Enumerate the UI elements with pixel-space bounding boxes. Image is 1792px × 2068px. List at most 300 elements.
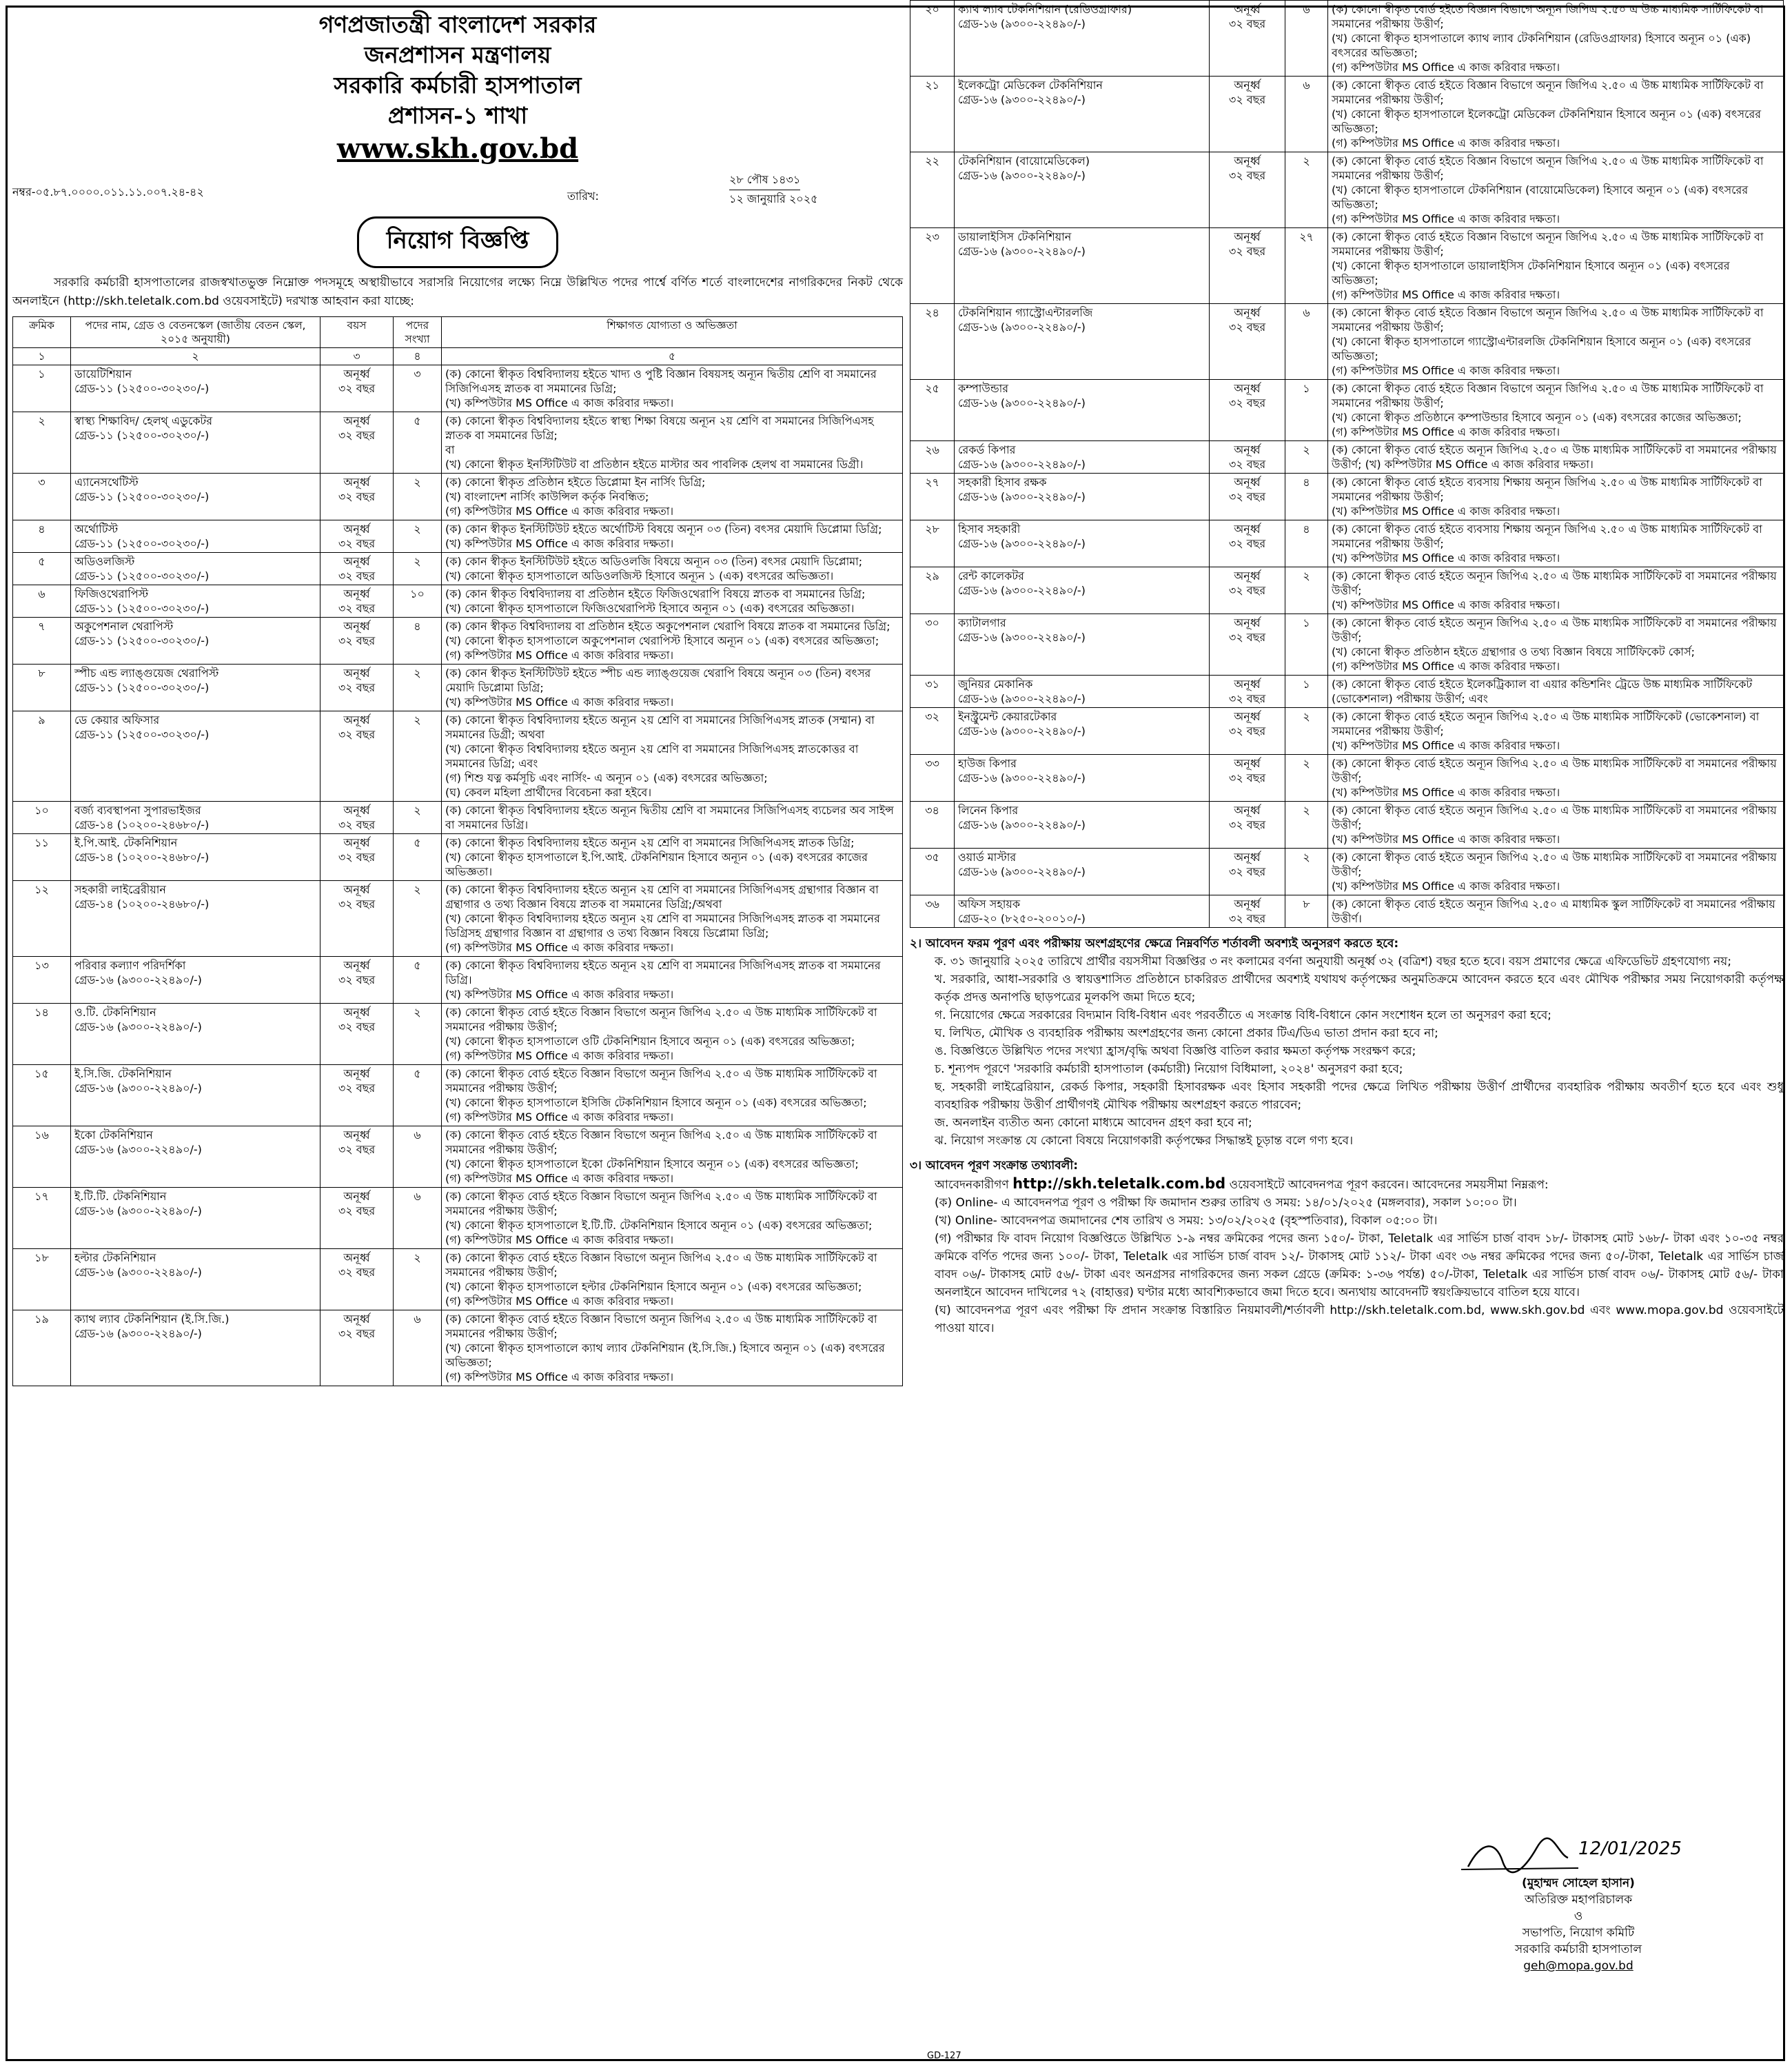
post-grade: গ্রেড-১৬ (৯৩০০-২২৪৯০/-) bbox=[74, 1020, 202, 1033]
cell-sl: ৩৬ bbox=[910, 895, 955, 928]
qualification-line: (গ) কম্পিউটার MS Office এ কাজ করিবার দক্ষতা। bbox=[445, 1233, 674, 1246]
post-name: অফিস সহায়ক bbox=[958, 898, 1021, 911]
table-row bbox=[910, 567, 1784, 614]
post-grade: গ্রেড-১৬ (৯৩০০-২২৪৯০/-) bbox=[958, 818, 1086, 831]
cell-sl: ২০ bbox=[910, 1, 955, 77]
qualification-line: (গ) কম্পিউটার MS Office এ কাজ করিবার দক্ষতা। bbox=[445, 941, 674, 954]
signatory-title-1: অতিরিক্ত মহাপরিচালক bbox=[1524, 1893, 1633, 1907]
cell-post bbox=[955, 228, 1210, 304]
cell-post bbox=[955, 520, 1210, 567]
age-line-2: ৩২ বছর bbox=[338, 429, 376, 442]
cell-qualification bbox=[442, 1310, 903, 1386]
age-line-2: ৩২ বছর bbox=[1228, 912, 1266, 925]
qualification-line: (ক) কোনো স্বীকৃত বোর্ড হইতে বিজ্ঞান বিভাগে অন্যূন জিপিএ ২.৫০ এ উচ্চ মাধ্যমিক সার্টিফিকেট বা সমমানের পরীক্ষায় উত্তীর্ণ; bbox=[1332, 154, 1764, 182]
age-line-2: ৩২ বছর bbox=[1228, 865, 1266, 878]
cell-post bbox=[71, 957, 320, 1004]
age-line-1: অনূর্ধ্ব bbox=[1234, 678, 1261, 691]
memo-number: নম্বর-০৫.৮৭.০০০০.০১১.১১.০০৭.২৪-৪২ bbox=[12, 185, 204, 199]
cell-count: ১ bbox=[1285, 676, 1328, 708]
post-grade: গ্রেড-১৬ (৯৩০০-২২৪৯০/-) bbox=[958, 631, 1086, 644]
cell-post bbox=[71, 1188, 320, 1249]
cell-age bbox=[1210, 152, 1285, 228]
table-row bbox=[910, 849, 1784, 895]
table-row bbox=[13, 585, 903, 618]
qualification-line: (গ) কম্পিউটার MS Office এ কাজ করিবার দক্ষতা। bbox=[1332, 61, 1560, 74]
cell-post bbox=[71, 1249, 320, 1310]
signatory-name: (মুহাম্মদ সোহেল হাসান) bbox=[1522, 1876, 1635, 1890]
cell-count: ২ bbox=[394, 553, 442, 585]
list-item: ঘ. লিখিত, মৌখিক ও ব্যবহারিক পরীক্ষায় অংশগ্রহণের জন্য কোনো প্রকার টিএ/ডিএ ভাতা প্রদান করা হবে না; bbox=[935, 1026, 1438, 1040]
post-grade: গ্রেড-১৬ (৯৩০০-২২৪৯০/-) bbox=[958, 584, 1086, 597]
table-row bbox=[910, 520, 1784, 567]
cell-sl: ৭ bbox=[13, 618, 71, 665]
post-grade: গ্রেড-১৬ (৯৩০০-২২৪৯০/-) bbox=[74, 1082, 202, 1095]
age-line-1: অনূর্ধ্ব bbox=[1234, 79, 1261, 92]
table-column-number-row bbox=[13, 348, 903, 365]
cell-post bbox=[71, 365, 320, 412]
cell-age bbox=[1210, 614, 1285, 676]
post-grade: গ্রেড-১৪ (১০২০০-২৪৬৮০/-) bbox=[74, 851, 210, 864]
cell-count: ২ bbox=[394, 520, 442, 553]
cell-count: ২ bbox=[1285, 849, 1328, 895]
memo-line bbox=[12, 167, 903, 216]
signatory-email[interactable]: geh@mopa.gov.bd bbox=[1523, 1959, 1633, 1973]
cell-sl: ২৭ bbox=[910, 474, 955, 520]
cell-post bbox=[955, 380, 1210, 441]
qualification-line: (খ) কোনো স্বীকৃত হাসপাতালে ক্যাথ ল্যাব টেকনিশিয়ান (রেডিওগ্রাফার) হিসাবে অন্যূন ০১ (এক) বৎসরের অভিজ্ঞতা; bbox=[1332, 32, 1751, 59]
post-grade: গ্রেড-১৬ (৯৩০০-২২৪৯০/-) bbox=[958, 17, 1086, 30]
table-row bbox=[13, 1065, 903, 1126]
table-row bbox=[910, 676, 1784, 708]
right-column bbox=[910, 0, 1784, 1337]
qualification-line: (গ) কম্পিউটার MS Office এ কাজ করিবার দক্ষতা। bbox=[445, 505, 674, 518]
qualification-line: (গ) কম্পিউটার MS Office এ কাজ করিবার দক্ষতা। bbox=[1332, 288, 1560, 301]
post-name: এ্যানেসথেটিস্ট bbox=[74, 476, 139, 489]
cell-sl: ৯ bbox=[13, 711, 71, 802]
age-line-2: ৩২ বছর bbox=[338, 1204, 376, 1217]
age-line-1: অনূর্ধ্ব bbox=[343, 667, 370, 680]
cell-post bbox=[71, 520, 320, 553]
cell-age bbox=[320, 957, 394, 1004]
age-line-1: অনূর্ধ্ব bbox=[1234, 616, 1261, 629]
qualification-line: (ক) কোনো স্বীকৃত বোর্ড হইতে অন্যূন জিপিএ ২.৫০ এ উচ্চ মাধ্যমিক সার্টিফিকেট বা সমমানের পরীক্ষায় উত্তীর্ণ; bbox=[1332, 616, 1777, 644]
qualification-line: (ক) কোনো স্বীকৃত বোর্ড হইতে বিজ্ঞান বিভাগে অন্যূন জিপিএ ২.৫০ এ উচ্চ মাধ্যমিক সার্টিফিকেট বা সমমানের পরীক্ষায় উত্তীর্ণ; bbox=[1332, 306, 1764, 334]
post-name: রেন্ট কালেকটর bbox=[958, 569, 1024, 582]
table-row bbox=[910, 380, 1784, 441]
post-name: ইনস্ট্রুমেন্ট কেয়ারটেকার bbox=[958, 710, 1057, 723]
qualification-line: (খ) কম্পিউটার MS Office এ কাজ করিবার দক্ষতা। bbox=[1332, 739, 1560, 752]
post-name: স্পীচ এন্ড ল্যাঙ্গুয়েজ থেরাপিস্ট bbox=[74, 667, 219, 680]
cell-post bbox=[71, 711, 320, 802]
post-name: ফিজিওথেরাপিস্ট bbox=[74, 587, 149, 600]
cell-post bbox=[955, 708, 1210, 755]
cell-age bbox=[320, 1249, 394, 1310]
col-number: ৩ bbox=[320, 348, 394, 365]
post-name: ই.সি.জি. টেকনিশিয়ান bbox=[74, 1067, 172, 1080]
qualification-line: (খ) কম্পিউটার MS Office এ কাজ করিবার দক্ষতা। bbox=[1332, 598, 1560, 611]
cell-sl: ৪ bbox=[13, 520, 71, 553]
cell-count: ৬ bbox=[1285, 304, 1328, 380]
post-grade: গ্রেড-১৬ (৯৩০০-২২৪৯০/-) bbox=[958, 93, 1086, 106]
age-line-2: ৩২ বছর bbox=[338, 898, 376, 911]
qualification-line: (খ) কোনো স্বীকৃত বিশ্ববিদ্যালয় হইতে অন্যূন ২য় শ্রেণি বা সমমানের সিজিপিএসহ স্নাতকোত্তর বা সমমানের ডিগ্রি; এবং bbox=[445, 742, 859, 770]
qualification-line: (ক) কোনো স্বীকৃত বিশ্ববিদ্যালয় হইতে খাদ্য ও পুষ্টি বিজ্ঞান বিষয়সহ অন্যূন দ্বিতীয় শ্রেণি বা সমমানের সিজিপিএসহ স্নাতক বা সমমানের ডিগ্রি; bbox=[445, 367, 877, 395]
cell-age bbox=[1210, 304, 1285, 380]
cell-post bbox=[71, 474, 320, 520]
cell-post bbox=[71, 553, 320, 585]
cell-post bbox=[71, 834, 320, 881]
qualification-line: (গ) কম্পিউটার MS Office এ কাজ করিবার দক্ষতা। bbox=[1332, 136, 1560, 150]
qualification-line: (গ) কম্পিউটার MS Office এ কাজ করিবার দক্ষতা। bbox=[445, 1111, 674, 1124]
post-name: হল্টার টেকনিশিয়ান bbox=[74, 1251, 156, 1264]
age-line-2: ৩২ বছর bbox=[1228, 818, 1266, 831]
table-row bbox=[13, 1249, 903, 1310]
cell-qualification bbox=[1328, 676, 1784, 708]
cell-age bbox=[1210, 895, 1285, 928]
application-lead bbox=[910, 1175, 1784, 1194]
cell-qualification bbox=[1328, 77, 1784, 152]
cell-sl: ২৫ bbox=[910, 380, 955, 441]
age-line-2: ৩২ বছর bbox=[1228, 321, 1266, 334]
cell-post bbox=[71, 1004, 320, 1065]
qualification-line: (ক) কোনো স্বীকৃত বোর্ড হইতে ব্যবসায় শিক্ষায় অন্যূন জিপিএ ২.৫০ এ উচ্চ মাধ্যমিক সার্টিফিকেট বা সমমানের পরীক্ষায় উত্তীর্ণ; bbox=[1332, 523, 1762, 550]
cell-count: ২ bbox=[394, 1004, 442, 1065]
cell-count: ২৭ bbox=[1285, 228, 1328, 304]
cell-sl: ৩৫ bbox=[910, 849, 955, 895]
col-number: ৫ bbox=[442, 348, 903, 365]
cell-post bbox=[955, 152, 1210, 228]
notice-title-text: নিয়োগ বিজ্ঞপ্তি bbox=[357, 216, 559, 268]
cell-age bbox=[320, 834, 394, 881]
date-english: ১২ জানুয়ারি ২০২৫ bbox=[729, 192, 818, 205]
qualification-line: (ক) কোনো স্বীকৃত বিশ্ববিদ্যালয় হইতে অন্যূন ২য় শ্রেণি বা সমমানের সিজিপিএসহ স্নাতক (সম্মান) বা সমমানের ডিগ্রী; অথবা bbox=[445, 713, 875, 741]
qualification-line: (ক) কোনো স্বীকৃত বিশ্ববিদ্যালয় হইতে অন্যূন ২য় শ্রেণি বা সমমানের সিজিপিএসহ স্নাতক ডিগ্রি; bbox=[445, 836, 855, 849]
age-line-1: অনূর্ধ্ব bbox=[1234, 443, 1261, 456]
section-application-info bbox=[910, 1157, 1784, 1337]
post-grade: গ্রেড-১৬ (৯৩০০-২২৪৯০/-) bbox=[958, 169, 1086, 182]
age-line-2: ৩২ বছর bbox=[338, 973, 376, 986]
age-line-2: ৩২ বছর bbox=[1228, 692, 1266, 705]
qualification-line: (খ) কম্পিউটার MS Office এ কাজ করিবার দক্ষতা। bbox=[1332, 551, 1560, 565]
age-line-1: অনূর্ধ্ব bbox=[343, 476, 370, 489]
age-line-2: ৩২ বছর bbox=[1228, 245, 1266, 258]
header-count: পদের সংখ্যা bbox=[394, 317, 442, 348]
cell-post bbox=[955, 802, 1210, 849]
signature-date: 12/01/2025 bbox=[1578, 1838, 1682, 1859]
age-line-2: ৩২ বছর bbox=[338, 382, 376, 395]
post-grade: গ্রেড-১৪ (১০২০০-২৪৬৮০/-) bbox=[74, 898, 210, 911]
cell-qualification bbox=[1328, 441, 1784, 474]
cell-count: ২ bbox=[1285, 708, 1328, 755]
age-line-2: ৩২ বছর bbox=[338, 818, 376, 831]
table-row bbox=[910, 441, 1784, 474]
cell-count: ২ bbox=[394, 802, 442, 834]
table-row bbox=[13, 618, 903, 665]
cell-qualification bbox=[442, 1188, 903, 1249]
age-line-1: অনূর্ধ্ব bbox=[1234, 804, 1261, 817]
qualification-line: (গ) কম্পিউটার MS Office এ কাজ করিবার দক্ষতা। bbox=[445, 1370, 674, 1383]
list-item: ঙ. বিজ্ঞপ্তিতে উল্লিখিত পদের সংখ্যা হ্রাস/বৃদ্ধি অথবা বিজ্ঞপ্তি বাতিল করার ক্ষমতা কর্তৃপক্ষ সংরক্ষণ করে; bbox=[935, 1044, 1416, 1058]
cell-qualification bbox=[1328, 228, 1784, 304]
table-row bbox=[910, 614, 1784, 676]
cell-age bbox=[1210, 849, 1285, 895]
age-line-1: অনূর্ধ্ব bbox=[1234, 154, 1261, 168]
post-grade: গ্রেড-১৬ (৯৩০০-২২৪৯০/-) bbox=[958, 458, 1086, 471]
age-line-1: অনূর্ধ্ব bbox=[343, 1251, 370, 1264]
qualification-line: (খ) কোনো স্বীকৃত হাসপাতালে টেকনিশিয়ান (বায়োমেডিকেল) হিসাবে অন্যূন ০১ (এক) বৎসরের অভিজ্ঞতা; bbox=[1332, 183, 1749, 211]
list-item: খ. সরকারি, আধা-সরকারি ও স্বায়ত্তশাসিত প্রতিষ্ঠানে চাকরিরত প্রার্থীদের অবশ্যই যথাযথ কর্তৃপক্ষের অনুমতিক্রমে আবেদন করতে হবে এবং মৌখিক পরীক্ষার সময় নিয়োগকারী কর্তৃপক্ষ কর্তৃক প্রদত্ত অনাপত্তি ছাড়পত্রের মূলকপি জমা দিতে হবে; bbox=[935, 973, 1784, 1004]
table-row bbox=[13, 711, 903, 802]
post-name: ক্যাটালগার bbox=[958, 616, 1006, 629]
qualification-line: (খ) বাংলাদেশ নার্সিং কাউন্সিল কর্তৃক নিবন্ধিত; bbox=[445, 490, 649, 503]
qualification-line: (খ) কোনো স্বীকৃত হাসপাতালে অকুপেশনাল থেরাপিস্ট হিসাবে অন্যূন ০১ (এক) বৎসরের অভিজ্ঞতা; bbox=[445, 634, 879, 647]
cell-sl: ২৪ bbox=[910, 304, 955, 380]
qualification-line: (গ) কম্পিউটার MS Office এ কাজ করিবার দক্ষতা। bbox=[445, 649, 674, 662]
notice-title bbox=[12, 216, 903, 268]
cell-age bbox=[1210, 77, 1285, 152]
qualification-line: (ক) কোনো স্বীকৃত বিশ্ববিদ্যালয় হইতে স্বাস্থ্য শিক্ষা বিষয়ে অন্যূন ২য় শ্রেণি বা সমমানের সিজিপিএসহ স্নাতক বা সমমানের ডিগ্রি; bbox=[445, 414, 874, 442]
cell-age bbox=[320, 618, 394, 665]
cell-post bbox=[955, 849, 1210, 895]
qualification-line: বা bbox=[445, 443, 455, 456]
cell-count: ২ bbox=[1285, 755, 1328, 802]
age-line-1: অনূর্ধ্ব bbox=[343, 1067, 370, 1080]
cell-post bbox=[955, 441, 1210, 474]
cell-age bbox=[320, 412, 394, 474]
cell-sl: ১৭ bbox=[13, 1188, 71, 1249]
qualification-line: (গ) শিশু যত্ন কর্মসূচি এবং নার্সিং- এ অন্যূন ০১ (এক) বৎসরের অভিজ্ঞতা; bbox=[445, 771, 768, 784]
qualification-line: (খ) কোনো স্বীকৃত হাসপাতালে ই.টি.টি. টেকনিশিয়ান হিসাবে অন্যূন ০১ (এক) বৎসরের অভিজ্ঞতা; bbox=[445, 1219, 873, 1232]
table-row bbox=[13, 1004, 903, 1065]
cell-sl: ৩২ bbox=[910, 708, 955, 755]
post-grade: গ্রেড-১৪ (১০২০০-২৪৬৮০/-) bbox=[74, 818, 210, 831]
qualification-line: (ক) কোন স্বীকৃত বিশ্ববিদ্যালয় বা প্রতিষ্ঠান হইতে অকুপেশনাল থেরাপি বিষয়ে স্নাতক বা সমমানের ডিগ্রি; bbox=[445, 620, 890, 633]
col-number: ৪ bbox=[394, 348, 442, 365]
post-name: হাউজ কিপার bbox=[958, 757, 1017, 770]
post-grade: গ্রেড-১৬ (৯৩০০-২২৪৯০/-) bbox=[958, 771, 1086, 784]
age-line-2: ৩২ বছর bbox=[1228, 17, 1266, 30]
qualification-line: (খ) কম্পিউটার MS Office এ কাজ করিবার দক্ষতা। bbox=[1332, 880, 1560, 893]
qualification-line: (খ) কোনো স্বীকৃত হাসপাতালে গ্যাস্ট্রোএন্টারলজি টেকনিশিয়ান হিসাবে অন্যূন ০১ (এক) বৎসরের অভিজ্ঞতা; bbox=[1332, 335, 1751, 363]
col-number: ১ bbox=[13, 348, 71, 365]
post-grade: গ্রেড-১১ (১২৫০০-৩০২৩০/-) bbox=[74, 634, 210, 647]
age-line-2: ৩২ বছর bbox=[1228, 490, 1266, 503]
cell-age bbox=[1210, 474, 1285, 520]
cell-sl: ৩১ bbox=[910, 676, 955, 708]
age-line-1: অনূর্ধ্ব bbox=[1234, 851, 1261, 864]
letterhead-line-2: জনপ্রশাসন মন্ত্রণালয় bbox=[364, 41, 551, 68]
section-conditions-title: ২। আবেদন ফরম পূরণ এবং পরীক্ষায় অংশগ্রহণের ক্ষেত্রে নিম্নবর্ণিত শর্তাবলী অবশ্যই অনুসরণ করতে হবে: bbox=[910, 937, 1399, 951]
cell-qualification bbox=[1328, 152, 1784, 228]
age-line-1: অনূর্ধ্ব bbox=[1234, 710, 1261, 723]
age-line-1: অনূর্ধ্ব bbox=[1234, 569, 1261, 582]
post-grade: গ্রেড-১৬ (৯৩০০-২২৪৯০/-) bbox=[958, 321, 1086, 334]
table-row bbox=[910, 77, 1784, 152]
table-row bbox=[910, 304, 1784, 380]
cell-post bbox=[955, 676, 1210, 708]
cell-post bbox=[71, 618, 320, 665]
cell-age bbox=[320, 1310, 394, 1386]
qualification-line: (ক) কোনো স্বীকৃত বোর্ড হইতে বিজ্ঞান বিভাগে অন্যূন জিপিএ ২.৫০ এ উচ্চ মাধ্যমিক সার্টিফিকেট বা সমমানের পরীক্ষায় উত্তীর্ণ; bbox=[1332, 382, 1764, 409]
table-row bbox=[910, 802, 1784, 849]
cell-count: ২ bbox=[394, 881, 442, 957]
post-grade: গ্রেড-১১ (১২৫০০-৩০২৩০/-) bbox=[74, 569, 210, 582]
post-name: জুনিয়র মেকানিক bbox=[958, 678, 1033, 691]
cell-count: ৫ bbox=[394, 412, 442, 474]
qualification-line: (ক) কোনো স্বীকৃত বোর্ড হইতে অন্যূন জিপিএ ২.৫০ এ উচ্চ মাধ্যমিক সার্টিফিকেট বা সমমানের পরীক্ষায় উত্তীর্ণ; bbox=[1332, 757, 1777, 784]
cell-count: ৫ bbox=[394, 1065, 442, 1126]
cell-qualification bbox=[442, 711, 903, 802]
post-grade: গ্রেড-১৬ (৯৩০০-২২৪৯০/-) bbox=[74, 1327, 202, 1340]
header-qualification: শিক্ষাগত যোগ্যতা ও অভিজ্ঞতা bbox=[442, 317, 903, 348]
teletalk-url-link[interactable]: http://skh.teletalk.com.bd bbox=[1012, 1175, 1226, 1192]
cell-qualification bbox=[442, 412, 903, 474]
age-line-2: ৩২ বছর bbox=[338, 728, 376, 741]
age-line-1: অনূর্ধ্ব bbox=[343, 587, 370, 600]
qualification-line: (খ) কোনো স্বীকৃত হাসপাতালে ই.পি.আই. টেকনিশিয়ান হিসাবে অন্যূন ০১ (এক) বৎসরের কাজের অভিজ্ঞতা। bbox=[445, 851, 868, 878]
qualification-line: (গ) কম্পিউটার MS Office এ কাজ করিবার দক্ষতা। bbox=[1332, 364, 1560, 377]
cell-qualification bbox=[1328, 614, 1784, 676]
list-item: (গ) পরীক্ষার ফি বাবদ নিয়োগ বিজ্ঞপ্তিতে উল্লিখিত ১-৯ নম্বর ক্রমিকের পদের জন্য ১৫০/- টাকা, Teletalk এর সার্ভিস চার্জ বাবদ ১৮/- টাকাসহ মোট ১৬৮/- টাকা এবং ১০-৩৫ নম্বর ক্রমিকে বর্ণিত পদের জন্য ১০০/- টাকা, Teletalk এর সার্ভিস চার্জ বাবদ ১২/- টাকাসহ মোট ১১২/- টাকা এবং ৩৬ নম্বর ক্রমিকের পদের জন্য ৫০/-টাকা, Teletalk এর সার্ভিস চার্জ বাবদ ০৬/- টাকাসহ মোট ৫৬/- টাকা এবং অনগ্রসর নাগরিকদের জন্য সকল গ্রেডে (ক্রমিক: ১-৩৬ পর্যন্ত) ৫০/-টাকা, Teletalk এর সার্ভিস চার্জ বাবদ ০৬/- টাকাসহ মোট ৫৬/- টাকা অনলাইনে আবেদন দাখিলের ৭২ (বাহাত্তর) ঘণ্টার মধ্যে আবশ্যিকভাবে জমা দিতে হবে। অন্যথায় আবেদনটি স্বয়ংক্রিয়ভাবে বাতিল হয়ে যাবে। bbox=[935, 1232, 1784, 1299]
header-post: পদের নাম, গ্রেড ও বেতনস্কেল (জাতীয় বেতন স্কেল, ২০১৫ অনুযায়ী) bbox=[71, 317, 320, 348]
cell-age bbox=[320, 1065, 394, 1126]
list-item: ক. ৩১ জানুয়ারি ২০২৫ তারিখে প্রার্থীর বয়সসীমা বিজ্ঞপ্তির ৩ নং কলামের বর্ণনা অনুযায়ী অনূর্ধ্ব ৩২ (বত্রিশ) বছর হতে হবে। বয়স প্রমাণের ক্ষেত্রে এফিডেভিট গ্রহণযোগ্য নয়; bbox=[935, 955, 1732, 969]
cell-post bbox=[955, 895, 1210, 928]
age-line-1: অনূর্ধ্ব bbox=[1234, 306, 1261, 319]
cell-count: ৫ bbox=[394, 834, 442, 881]
cell-age bbox=[320, 520, 394, 553]
list-item: ছ. সহকারী লাইব্রেরিয়ান, রেকর্ড কিপার, সহকারী হিসাবরক্ষক এবং হিসাব সহকারী পদের ক্ষেত্রে লিখিত পরীক্ষায় উত্তীর্ণ প্রার্থীদের ব্যবহারিক পরীক্ষায় অবতীর্ণ হতে হবে এবং শুধু ব্যবহারিক পরীক্ষায় উত্তীর্ণ প্রার্থীগণই মৌখিক পরীক্ষায় অংশগ্রহণ করতে পারবেন; bbox=[935, 1080, 1784, 1112]
post-name: টেকনিশিয়ান গ্যাস্ট্রোএন্টারলজি bbox=[958, 306, 1093, 319]
age-line-1: অনূর্ধ্ব bbox=[343, 883, 370, 896]
table-row bbox=[910, 228, 1784, 304]
cell-sl: ১৫ bbox=[13, 1065, 71, 1126]
cell-sl: ২৩ bbox=[910, 228, 955, 304]
section-conditions bbox=[910, 935, 1784, 1150]
qualification-line: (ক) কোনো স্বীকৃত বোর্ড হইতে বিজ্ঞান বিভাগে অন্যূন জিপিএ ২.৫০ এ উচ্চ মাধ্যমিক সার্টিফিকেট বা সমমানের পরীক্ষায় উত্তীর্ণ; bbox=[445, 1251, 877, 1279]
table-header-row bbox=[13, 317, 903, 348]
cell-age bbox=[320, 474, 394, 520]
cell-post bbox=[71, 802, 320, 834]
cell-sl: ৬ bbox=[13, 585, 71, 618]
qualification-line: (খ) কোনো স্বীকৃত হাসপাতালে ফিজিওথেরাপিস্ট হিসাবে অন্যূন ০১ (এক) বৎসরের অভিজ্ঞতা। bbox=[445, 602, 855, 615]
cell-count: ২ bbox=[394, 474, 442, 520]
qualification-line: (ক) কোনো স্বীকৃত বোর্ড হইতে ব্যবসায় শিক্ষায় অন্যূন জিপিএ ২.৫০ এ উচ্চ মাধ্যমিক সার্টিফিকেট বা সমমানের পরীক্ষায় উত্তীর্ণ; bbox=[1332, 476, 1762, 503]
cell-qualification bbox=[1328, 474, 1784, 520]
cell-sl: ৩০ bbox=[910, 614, 955, 676]
cell-age bbox=[320, 802, 394, 834]
post-grade: গ্রেড-১৬ (৯৩০০-২২৪৯০/-) bbox=[958, 865, 1086, 878]
cell-count: ১ bbox=[1285, 614, 1328, 676]
cell-age bbox=[1210, 567, 1285, 614]
cell-age bbox=[320, 1126, 394, 1188]
age-line-1: অনূর্ধ্ব bbox=[1234, 230, 1261, 243]
post-grade: গ্রেড-১১ (১২৫০০-৩০২৩০/-) bbox=[74, 681, 210, 694]
signatory-org: সরকারি কর্মচারী হাসপাতাল bbox=[1515, 1943, 1642, 1956]
cell-qualification bbox=[1328, 304, 1784, 380]
post-name: অডিওলজিস্ট bbox=[74, 555, 135, 568]
date-label: তারিখ: bbox=[567, 190, 599, 203]
qualification-line: (ঘ) কেবল মহিলা প্রার্থীদের বিবেচনা করা হইবে। bbox=[445, 786, 652, 799]
table-row bbox=[13, 665, 903, 711]
cell-qualification bbox=[442, 834, 903, 881]
cell-sl: ১ bbox=[13, 365, 71, 412]
qualification-line: (ক) কোনো স্বীকৃত বোর্ড হইতে বিজ্ঞান বিভাগে অন্যূন জিপিএ ২.৫০ এ উচ্চ মাধ্যমিক সার্টিফিকেট বা সমমানের পরীক্ষায় উত্তীর্ণ; bbox=[445, 1190, 877, 1217]
qualification-line: (ক) কোনো স্বীকৃত বোর্ড হইতে বিজ্ঞান বিভাগে অন্যূন জিপিএ ২.৫০ এ উচ্চ মাধ্যমিক সার্টিফিকেট বা সমমানের পরীক্ষায় উত্তীর্ণ; bbox=[1332, 230, 1764, 258]
website-link[interactable]: www.skh.gov.bd bbox=[336, 132, 579, 165]
application-info-list bbox=[910, 1194, 1784, 1337]
age-line-1: অনূর্ধ্ব bbox=[343, 1006, 370, 1019]
post-grade: গ্রেড-১১ (১২৫০০-৩০২৩০/-) bbox=[74, 382, 210, 395]
age-line-2: ৩২ বছর bbox=[338, 569, 376, 582]
qualification-line: (ক) কোনো স্বীকৃত বোর্ড হইতে অন্যূন জিপিএ ২.৫০ এ উচ্চ মাধ্যমিক সার্টিফিকেট বা সমমানের পরীক্ষায় উত্তীর্ণ; (খ) কম্পিউটার MS Office এ কাজ করিবার দক্ষতা। bbox=[1332, 443, 1777, 471]
cell-age bbox=[1210, 676, 1285, 708]
table-row bbox=[13, 881, 903, 957]
age-line-1: অনূর্ধ্ব bbox=[1234, 382, 1261, 395]
qualification-line: (ক) কোনো স্বীকৃত বিশ্ববিদ্যালয় হইতে অন্যূন দ্বিতীয় শ্রেণি বা সমমানের সিজিপিএসহ ব্যচেলর অব সাইন্স বা সমমানের ডিগ্রি। bbox=[445, 804, 894, 831]
cell-qualification bbox=[442, 1065, 903, 1126]
qualification-line: (খ) কোনো স্বীকৃত প্রতিষ্ঠানে কম্পাউন্ডার হিসাবে অন্যূন ০১ (এক) বৎসরের কাজের অভিজ্ঞতা; bbox=[1332, 411, 1742, 424]
age-line-1: অনূর্ধ্ব bbox=[343, 414, 370, 427]
qualification-line: (ক) কোন স্বীকৃত ইনস্টিটিউট হইতে স্পীচ এন্ড ল্যাঙ্গুয়েজ থেরাপি বিষয়ে অন্যূন ০৩ (তিন) বৎসর মেয়াদি ডিপ্লোমা ডিগ্রি; bbox=[445, 667, 871, 694]
cell-sl: ১২ bbox=[13, 881, 71, 957]
post-name: পরিবার কল্যাণ পরিদর্শিকা bbox=[74, 959, 186, 972]
cell-sl: ২৯ bbox=[910, 567, 955, 614]
age-line-2: ৩২ বছর bbox=[338, 1020, 376, 1033]
qualification-line: (খ) কম্পিউটার MS Office এ কাজ করিবার দক্ষতা। bbox=[445, 396, 674, 409]
cell-post bbox=[71, 1310, 320, 1386]
post-name: বর্জ্য ব্যবস্থাপনা সুপারভাইজর bbox=[74, 804, 201, 817]
age-line-1: অনূর্ধ্ব bbox=[1234, 757, 1261, 770]
cell-age bbox=[1210, 755, 1285, 802]
cell-count: ২ bbox=[1285, 567, 1328, 614]
table-row bbox=[910, 152, 1784, 228]
post-name: হিসাব সহকারী bbox=[958, 523, 1021, 536]
qualification-line: (ক) কোনো স্বীকৃত বোর্ড হইতে অন্যূন জিপিএ ২.৫০ এ উচ্চ মাধ্যমিক সার্টিফিকেট বা সমমানের পরীক্ষায় উত্তীর্ণ; bbox=[1332, 569, 1777, 597]
age-line-1: অনূর্ধ্ব bbox=[343, 804, 370, 817]
cell-count: ৮ bbox=[1285, 895, 1328, 928]
post-grade: গ্রেড-১১ (১২৫০০-৩০২৩০/-) bbox=[74, 602, 210, 615]
post-grade: গ্রেড-১৬ (৯৩০০-২২৪৯০/-) bbox=[74, 973, 202, 986]
post-grade: গ্রেড-১৬ (৯৩০০-২২৪৯০/-) bbox=[958, 396, 1086, 409]
age-line-1: অনূর্ধ্ব bbox=[343, 523, 370, 536]
cell-post bbox=[955, 1, 1210, 77]
qualification-line: (ক) কোনো স্বীকৃত বোর্ড হইতে বিজ্ঞান বিভাগে অন্যূন জিপিএ ২.৫০ এ উচ্চ মাধ্যমিক সার্টিফিকেট বা সমমানের পরীক্ষায় উত্তীর্ণ; bbox=[445, 1128, 877, 1156]
signatory-and: ও bbox=[1574, 1909, 1583, 1923]
age-line-2: ৩২ বছর bbox=[338, 1082, 376, 1095]
cell-count: ২ bbox=[1285, 441, 1328, 474]
cell-age bbox=[320, 711, 394, 802]
qualification-line: (গ) কম্পিউটার MS Office এ কাজ করিবার দক্ষতা। bbox=[445, 1049, 674, 1062]
cell-count: ৫ bbox=[394, 957, 442, 1004]
post-name: স্বাস্থ্য শিক্ষাবিদ/ হেলথ্ এডুকেটর bbox=[74, 414, 213, 427]
cell-age bbox=[320, 365, 394, 412]
post-name: অকুপেশনাল থেরাপিস্ট bbox=[74, 620, 174, 633]
post-grade: গ্রেড-১৬ (৯৩০০-২২৪৯০/-) bbox=[74, 1143, 202, 1156]
cell-sl: ৮ bbox=[13, 665, 71, 711]
table-row bbox=[13, 474, 903, 520]
post-grade: গ্রেড-১১ (১২৫০০-৩০২৩০/-) bbox=[74, 429, 210, 442]
cell-sl: ২২ bbox=[910, 152, 955, 228]
table-row bbox=[13, 834, 903, 881]
cell-qualification bbox=[442, 474, 903, 520]
post-name: অর্থোটিস্ট bbox=[74, 523, 119, 536]
age-line-1: অনূর্ধ্ব bbox=[1234, 3, 1261, 16]
cell-age bbox=[1210, 1, 1285, 77]
qualification-line: (ক) কোনো স্বীকৃত বোর্ড হইতে ইলেকট্রিক্যাল বা এয়ার কন্ডিশনিং ট্রেডে উচ্চ মাধ্যমিক সার্টিফিকেট (ভোকেশনাল) পরীক্ষায় উত্তীর্ণ; এবং bbox=[1332, 678, 1753, 705]
qualification-line: (খ) কোনো স্বীকৃত হাসপাতালে ইকো টেকনিশিয়ান হিসাবে অন্যূন ০১ (এক) বৎসরের অভিজ্ঞতা; bbox=[445, 1157, 859, 1170]
cell-count: ৬ bbox=[394, 1126, 442, 1188]
